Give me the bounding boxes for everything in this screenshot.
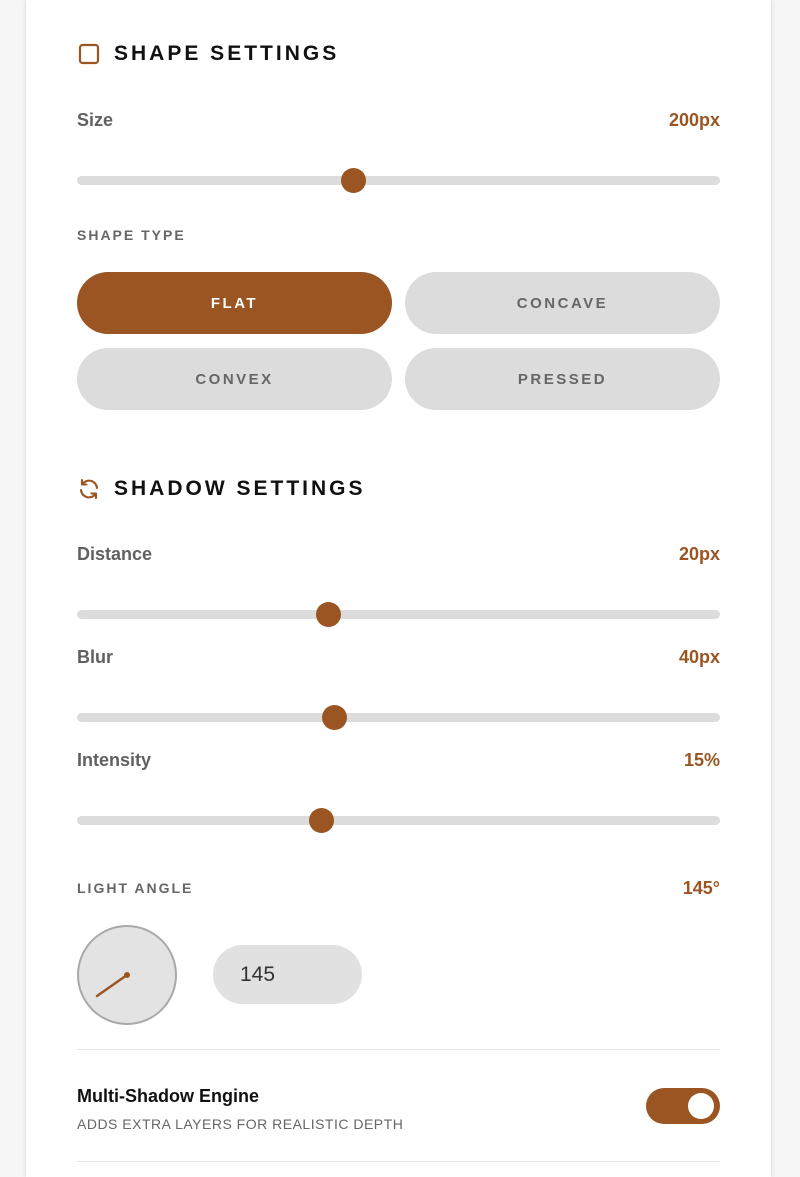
shape-option-flat[interactable] bbox=[77, 272, 392, 334]
blur-slider[interactable] bbox=[77, 713, 720, 722]
toggle-knob bbox=[688, 1093, 714, 1119]
divider bbox=[77, 1049, 720, 1050]
multi-shadow-toggle[interactable] bbox=[646, 1088, 720, 1124]
intensity-slider[interactable] bbox=[77, 816, 720, 825]
size-label: Size bbox=[77, 110, 114, 130]
distance-slider-thumb[interactable] bbox=[316, 602, 341, 627]
light-angle-dial[interactable] bbox=[77, 925, 177, 1025]
shape-option-convex[interactable] bbox=[77, 348, 392, 410]
shape-option-label: CONCAVE bbox=[516, 294, 609, 312]
shape-settings-header bbox=[77, 42, 339, 66]
size-slider[interactable] bbox=[77, 176, 720, 185]
multi-shadow-title: Multi-Shadow Engine bbox=[77, 1086, 259, 1106]
light-angle-input[interactable] bbox=[213, 945, 362, 1004]
divider bbox=[77, 1161, 720, 1162]
size-value: 200px bbox=[668, 110, 720, 130]
shadow-settings-title: SHADOW SETTINGS bbox=[114, 477, 366, 500]
distance-value: 20px bbox=[678, 544, 720, 564]
shape-type-label: SHAPE TYPE bbox=[77, 227, 186, 243]
shape-option-label: FLAT bbox=[210, 294, 259, 312]
shape-settings-title: SHAPE SETTINGS bbox=[114, 42, 340, 65]
shadow-settings-header bbox=[77, 477, 366, 501]
blur-label: Blur bbox=[77, 647, 113, 667]
shape-option-pressed[interactable] bbox=[405, 348, 720, 410]
distance-slider[interactable] bbox=[77, 610, 720, 619]
multi-shadow-subtitle: ADDS EXTRA LAYERS FOR REALISTIC DEPTH bbox=[77, 1116, 404, 1132]
refresh-icon bbox=[77, 477, 101, 501]
light-angle-value: 145° bbox=[682, 878, 720, 898]
intensity-label: Intensity bbox=[77, 750, 152, 770]
light-angle-label: LIGHT ANGLE bbox=[77, 880, 194, 896]
shape-option-label: PRESSED bbox=[517, 370, 608, 388]
shape-option-concave[interactable] bbox=[405, 272, 720, 334]
shape-option-label: CONVEX bbox=[195, 370, 274, 388]
light-angle-dial-needle bbox=[79, 927, 175, 1023]
intensity-value: 15% bbox=[683, 750, 720, 770]
square-outline-icon bbox=[77, 42, 101, 66]
distance-label: Distance bbox=[77, 544, 153, 564]
blur-value: 40px bbox=[678, 647, 720, 667]
